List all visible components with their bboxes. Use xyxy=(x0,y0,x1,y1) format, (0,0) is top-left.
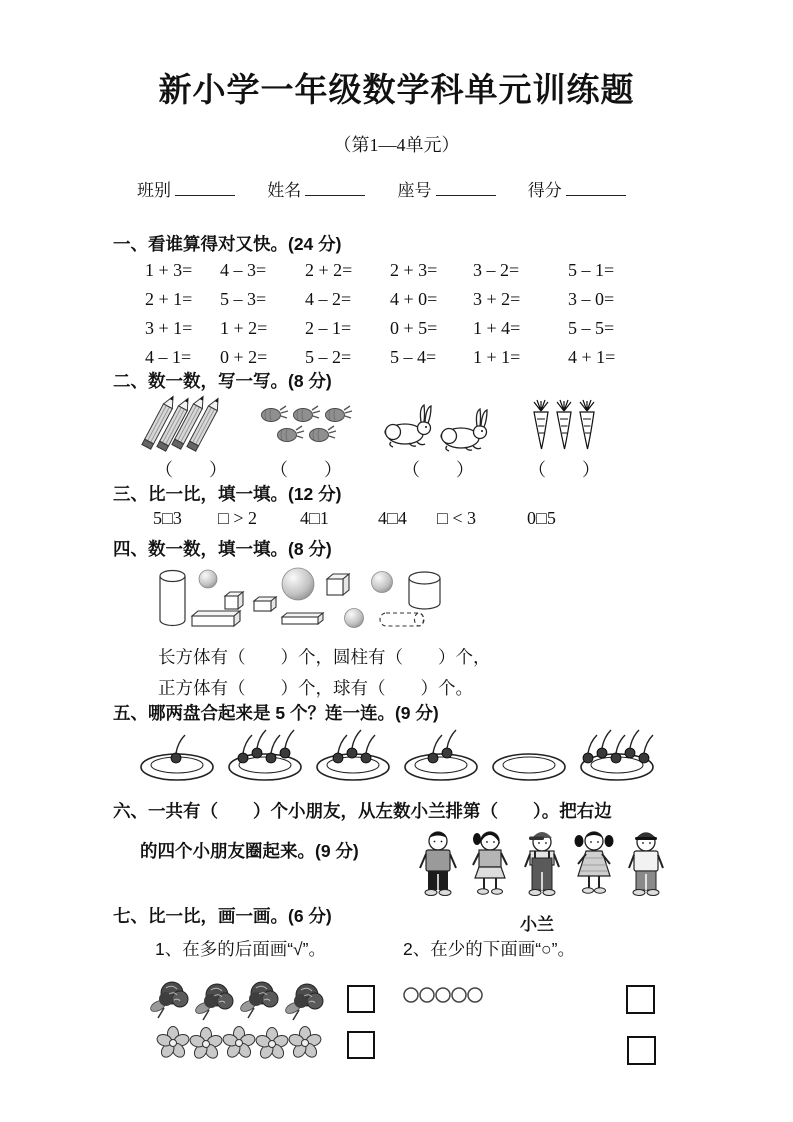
answer-box-flowers xyxy=(347,1031,375,1059)
field-score xyxy=(528,181,626,200)
page-title: 新小学一年级数学科单元训练题 xyxy=(158,71,635,108)
rabbits-image xyxy=(379,386,497,454)
problem: 1 + 2= xyxy=(220,318,268,338)
circles-row-image xyxy=(402,986,494,1006)
problem: 1 + 1= xyxy=(473,347,521,367)
problem: 3 – 0= xyxy=(568,289,615,309)
field-score-blank xyxy=(566,179,626,196)
field-seat xyxy=(398,181,496,200)
roses-row-image xyxy=(150,977,336,1023)
page-subtitle: （第1—4单元） xyxy=(333,135,460,155)
problem: 4 + 0= xyxy=(390,289,438,309)
plate-4-cherries xyxy=(226,722,304,784)
count-group-radishes xyxy=(252,386,360,482)
problem: 0 + 2= xyxy=(220,347,268,367)
problem: 1 + 3= xyxy=(145,260,193,280)
section6-heading-line1: 六、一共有（ ）个小朋友，从左数小兰排第（ ）。把右边 xyxy=(113,801,612,821)
problem: 5 – 5= xyxy=(568,318,615,338)
section1-problem-grid xyxy=(145,260,658,376)
section2-heading: 二、数一数，写一写。(8 分) xyxy=(113,371,332,391)
section7-sub1: 1、在多的后面画“√”。 xyxy=(155,939,326,959)
field-seat-blank xyxy=(436,179,496,196)
section5-heading: 五、哪两盘合起来是 5 个？连一连。(9 分) xyxy=(113,703,439,723)
flowers-row-image xyxy=(156,1026,326,1060)
problem: 5 – 4= xyxy=(390,347,437,367)
plate-2-cherries xyxy=(402,722,480,784)
solid-shapes-figure xyxy=(152,556,452,642)
answer-box-blank-row xyxy=(627,1036,656,1065)
count-group-carrots xyxy=(512,386,616,482)
section4-answer-line1: 长方体有（ ）个，圆柱有（ ）个， xyxy=(158,647,491,667)
problem: 3 + 1= xyxy=(145,318,193,338)
answer-box-roses xyxy=(347,985,375,1013)
compare-item: □ > 2 xyxy=(218,508,258,528)
cherry-plates-row xyxy=(138,722,656,784)
field-seat-label: 座号 xyxy=(397,181,432,200)
answer-parens: （ ） xyxy=(270,460,342,480)
field-class-label: 班别 xyxy=(137,181,171,200)
children-image xyxy=(414,826,676,898)
problem: 2 + 3= xyxy=(390,260,438,280)
carrots-image xyxy=(527,386,601,454)
section7-sub2: 2、在少的下面画“○”。 xyxy=(403,939,575,959)
compare-item: 4□4 xyxy=(378,508,407,528)
problem: 4 – 1= xyxy=(145,347,192,367)
problem: 2 + 2= xyxy=(305,260,353,280)
section4-answer-line2: 正方体有（ ）个，球有（ ）个。 xyxy=(158,678,473,698)
field-class-blank xyxy=(175,179,235,196)
problem: 3 – 2= xyxy=(473,260,520,280)
problem: 4 + 1= xyxy=(568,347,616,367)
problem: 0 + 5= xyxy=(390,318,438,338)
radishes-image xyxy=(259,386,353,454)
field-score-label: 得分 xyxy=(527,181,562,200)
compare-item: 5□3 xyxy=(153,508,182,528)
field-class xyxy=(137,181,235,200)
problem: 2 – 1= xyxy=(305,318,352,338)
compare-item: 0□5 xyxy=(527,508,556,528)
section4-heading: 四、数一数，填一填。(8 分) xyxy=(113,539,332,559)
section3-heading: 三、比一比，填一填。(12 分) xyxy=(113,484,342,504)
field-name-blank xyxy=(305,179,365,196)
plate-5-cherries xyxy=(578,722,656,784)
section7-heading: 七、比一比，画一画。(6 分) xyxy=(113,906,332,926)
answer-parens: （ ） xyxy=(528,460,600,480)
answer-parens: （ ） xyxy=(155,460,227,480)
plate-3-cherries xyxy=(314,722,392,784)
count-group-rabbits xyxy=(378,386,498,482)
problem: 5 – 2= xyxy=(305,347,352,367)
problem: 5 – 3= xyxy=(220,289,267,309)
section1-heading: 一、看谁算得对又快。(24 分) xyxy=(113,234,342,254)
answer-parens: （ ） xyxy=(402,460,474,480)
compare-item: □ < 3 xyxy=(437,508,477,528)
problem: 2 + 1= xyxy=(145,289,193,309)
problem: 5 – 1= xyxy=(568,260,615,280)
plate-1-cherry xyxy=(138,722,216,784)
problem: 3 + 2= xyxy=(473,289,521,309)
xiaolan-label: 小兰 xyxy=(520,915,554,934)
header-fields xyxy=(137,176,654,201)
field-name-label: 姓名 xyxy=(267,181,302,200)
problem: 4 – 2= xyxy=(305,289,352,309)
section6-heading-line2: 的四个小朋友圈起来。(9 分) xyxy=(140,841,359,861)
problem: 4 – 3= xyxy=(220,260,267,280)
count-group-pencils xyxy=(134,386,248,482)
compare-item: 4□1 xyxy=(300,508,329,528)
field-name xyxy=(267,181,365,200)
plate-empty xyxy=(490,722,568,784)
problem: 1 + 4= xyxy=(473,318,521,338)
pencils-image xyxy=(135,386,247,454)
answer-box-circles xyxy=(626,985,655,1014)
